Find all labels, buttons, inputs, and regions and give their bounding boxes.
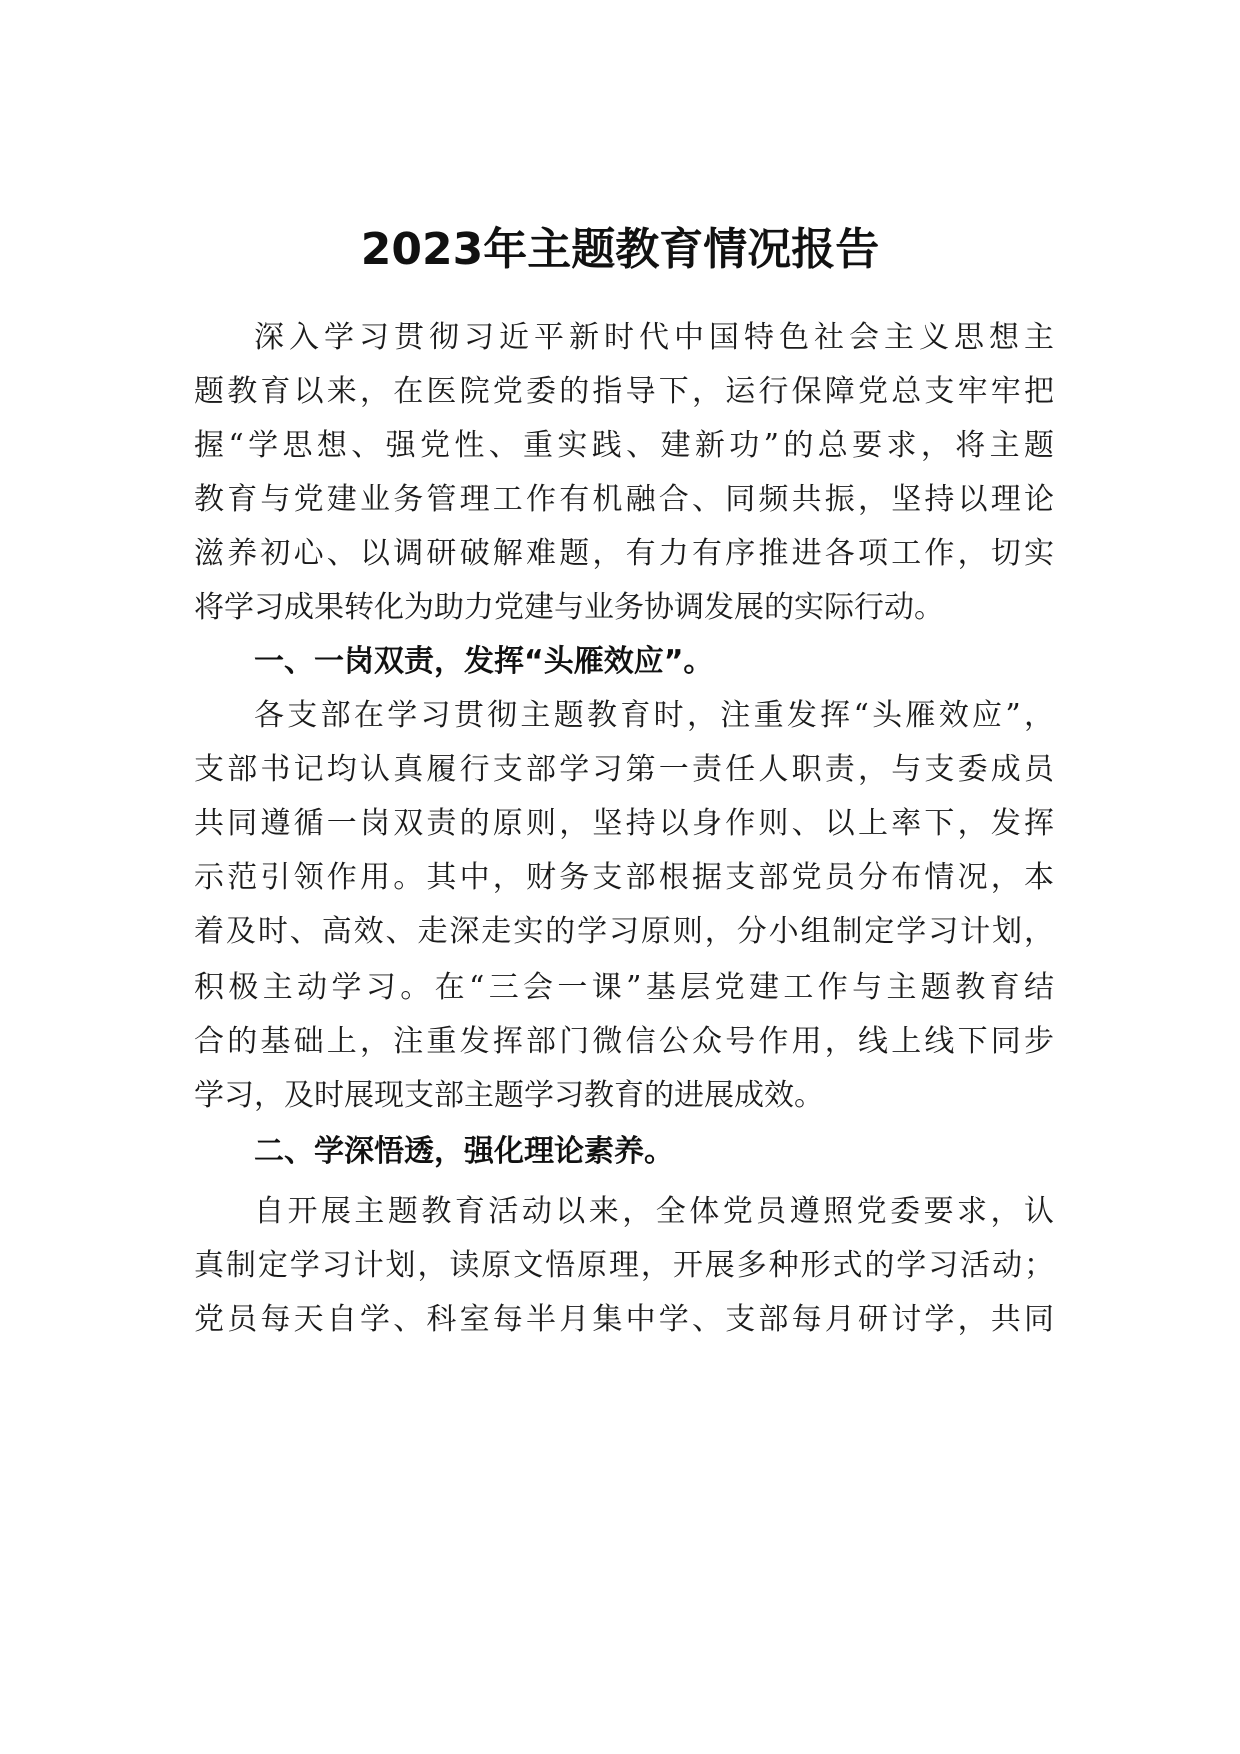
paragraph-1-line-3: 握“学思想、强党性、重实践、建新功”的总要求，将主题	[194, 428, 1054, 463]
section-1-heading: 一、一岗双责，发挥“头雁效应”。	[254, 644, 714, 679]
paragraph-2-line-6: 积极主动学习。在“三会一课”基层党建工作与主题教育结	[194, 970, 1054, 1005]
paragraph-3-line-3: 党员每天自学、科室每半月集中学、支部每月研讨学，共同	[194, 1302, 1054, 1337]
paragraph-3-line-2: 真制定学习计划，读原文悟原理，开展多种形式的学习活动；	[194, 1248, 1054, 1283]
paragraph-2-line-7: 合的基础上，注重发挥部门微信公众号作用，线上线下同步	[194, 1024, 1054, 1059]
paragraph-2-line-1: 各支部在学习贯彻主题教育时，注重发挥“头雁效应”，	[254, 698, 1054, 733]
paragraph-3-line-1: 自开展主题教育活动以来，全体党员遵照党委要求，认	[254, 1194, 1054, 1229]
section-2-heading: 二、学深悟透，强化理论素养。	[254, 1134, 674, 1169]
paragraph-1-line-1: 深入学习贯彻习近平新时代中国特色社会主义思想主	[254, 320, 1054, 355]
paragraph-1-line-2: 题教育以来，在医院党委的指导下，运行保障党总支牢牢把	[194, 374, 1054, 409]
paragraph-2-line-3: 共同遵循一岗双责的原则，坚持以身作则、以上率下，发挥	[194, 806, 1054, 841]
paragraph-1-line-4: 教育与党建业务管理工作有机融合、同频共振，坚持以理论	[194, 482, 1054, 517]
document-title: 2023年主题教育情况报告	[360, 224, 880, 275]
paragraph-1-line-5: 滋养初心、以调研破解难题，有力有序推进各项工作，切实	[194, 536, 1054, 571]
paragraph-2-line-2: 支部书记均认真履行支部学习第一责任人职责，与支委成员	[194, 752, 1054, 787]
paragraph-1-line-6: 将学习成果转化为助力党建与业务协调发展的实际行动。	[194, 590, 944, 625]
paragraph-2-line-4: 示范引领作用。其中，财务支部根据支部党员分布情况，本	[194, 860, 1054, 895]
paragraph-2-line-5: 着及时、高效、走深走实的学习原则，分小组制定学习计划，	[194, 914, 1054, 949]
paragraph-2-line-8: 学习，及时展现支部主题学习教育的进展成效。	[194, 1078, 824, 1113]
